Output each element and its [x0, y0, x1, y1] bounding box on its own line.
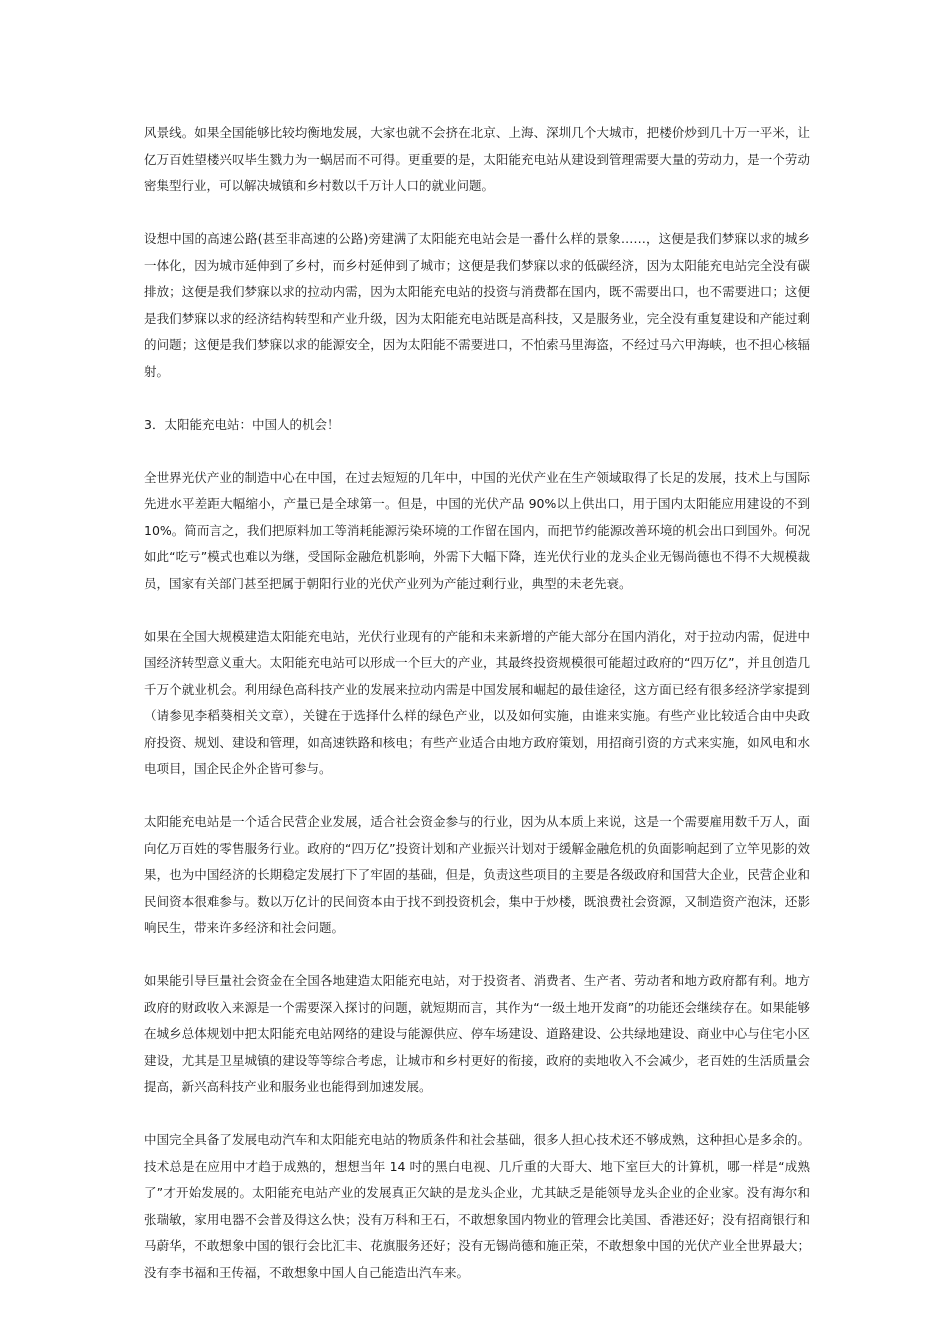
- paragraph-7: 中国完全具备了发展电动汽车和太阳能充电站的物质条件和社会基础，很多人担心技术还不够成熟，这种担心是多余的。技术总是在应用中才趋于成熟的，想想当年 14 吋的黑白电视、几斤重的大哥大、地下室巨大的计算机，哪一样是“成熟了”才开始发展的。太阳能充电站产业的发展真正欠缺的是龙头企业，尤其缺乏是能领导龙头企业的企业家。没有海尔和张瑞敏，家用电器不会普及得这么快；没有万科和王石，不敢想象国内物业的管理会比美国、香港还好；没有招商银行和马蔚华，不敢想象中国的银行会比汇丰、花旗服务还好；没有无锡尚德和施正荣，不敢想象中国的光伏产业全世界最大；没有李书福和王传福，不敢想象中国人自己能造出汽车来。: [144, 1132, 810, 1280]
- paragraph-2: 设想中国的高速公路(甚至非高速的公路)旁建满了太阳能充电站会是一番什么样的景象……，这便是我们梦寐以求的城乡一体化，因为城市延伸到了乡村，而乡村延伸到了城市；这便是我们梦寐以求的低碳经济，因为太阳能充电站完全没有碳排放；这便是我们梦寐以求的拉动内需，因为太阳能充电站的投资与消费都在国内，既不需要出口，也不需要进口；这便是我们梦寐以求的经济结构转型和产业升级，因为太阳能充电站既是高科技，又是服务业，完全没有重复建设和产能过剩的问题；这便是我们梦寐以求的能源安全，因为太阳能不需要进口，不怕索马里海盗，不经过马六甲海峡，也不担心核辐射。: [144, 231, 810, 379]
- paragraph-3: 全世界光伏产业的制造中心在中国，在过去短短的几年中，中国的光伏产业在生产领域取得了长足的发展，技术上与国际先进水平差距大幅缩小，产量已是全球第一。但是，中国的光伏产品 90%以上供出口，用于国内太阳能应用建设的不到 10%。简而言之，我们把原料加工等消耗能源污染环境的工作留在国内，而把节约能源改善环境的机会出口到国外。何况如此“吃亏”模式也难以为继，受国际金融危机影响，外需下大幅下降，连光伏行业的龙头企业无锡尚德也不得不大规模裁员，国家有关部门甚至把属于朝阳行业的光伏产业列为产能过剩行业，典型的未老先衰。: [144, 469, 810, 591]
- section-heading: 3．太阳能充电站：中国人的机会！: [144, 416, 340, 432]
- paragraph-5: 太阳能充电站是一个适合民营企业发展，适合社会资金参与的行业，因为从本质上来说，这是一个需要雇用数千万人，面向亿万百姓的零售服务行业。政府的“四万亿”投资计划和产业振兴计划对于缓解金融危机的负面影响起到了立竿见影的效果，也为中国经济的长期稳定发展打下了牢固的基础，但是，负责这些项目的主要是各级政府和国营大企业，民营企业和民间资本很难参与。数以万亿计的民间资本由于找不到投资机会，集中于炒楼，既浪费社会资源，又制造资产泡沫，还影响民生，带来许多经济和社会问题。: [144, 814, 810, 935]
- paragraph-4: 如果在全国大规模建造太阳能充电站，光伏行业现有的产能和未来新增的产能大部分在国内消化，对于拉动内需，促进中国经济转型意义重大。太阳能充电站可以形成一个巨大的产业，其最终投资规模很可能超过政府的“四万亿”，并且创造几千万个就业机会。利用绿色高科技产业的发展来拉动内需是中国发展和崛起的最佳途径，这方面已经有很多经济学家提到（请参见李稻葵相关文章），关键在于选择什么样的绿色产业，以及如何实施，由谁来实施。有些产业比较适合由中央政府投资、规划、建设和管理，如高速铁路和核电；有些产业适合由地方政府策划，用招商引资的方式来实施，如风电和水电项目，国企民企外企皆可参与。: [144, 628, 810, 776]
- paragraph-6: 如果能引导巨量社会资金在全国各地建造太阳能充电站，对于投资者、消费者、生产者、劳动者和地方政府都有利。地方政府的财政收入来源是一个需要深入探讨的问题，就短期而言，其作为“一级土地开发商”的功能还会继续存在。如果能够在城乡总体规划中把太阳能充电站网络的建设与能源供应、停车场建设、道路建设、公共绿地建设、商业中心与住宅小区建设，尤其是卫星城镇的建设等等综合考虑，让城市和乡村更好的衔接，政府的卖地收入不会减少，老百姓的生活质量会提高，新兴高科技产业和服务业也能得到加速发展。: [144, 973, 810, 1094]
- document-body: [144, 120, 810, 1313]
- paragraph-1: 风景线。如果全国能够比较均衡地发展，大家也就不会挤在北京、上海、深圳几个大城市，把楼价炒到几十万一平米，让亿万百姓望楼兴叹毕生戮力为一蜗居而不可得。更重要的是，太阳能充电站从建设到管理需要大量的劳动力，是一个劳动密集型行业，可以解决城镇和乡村数以千万计人口的就业问题。: [144, 125, 810, 193]
